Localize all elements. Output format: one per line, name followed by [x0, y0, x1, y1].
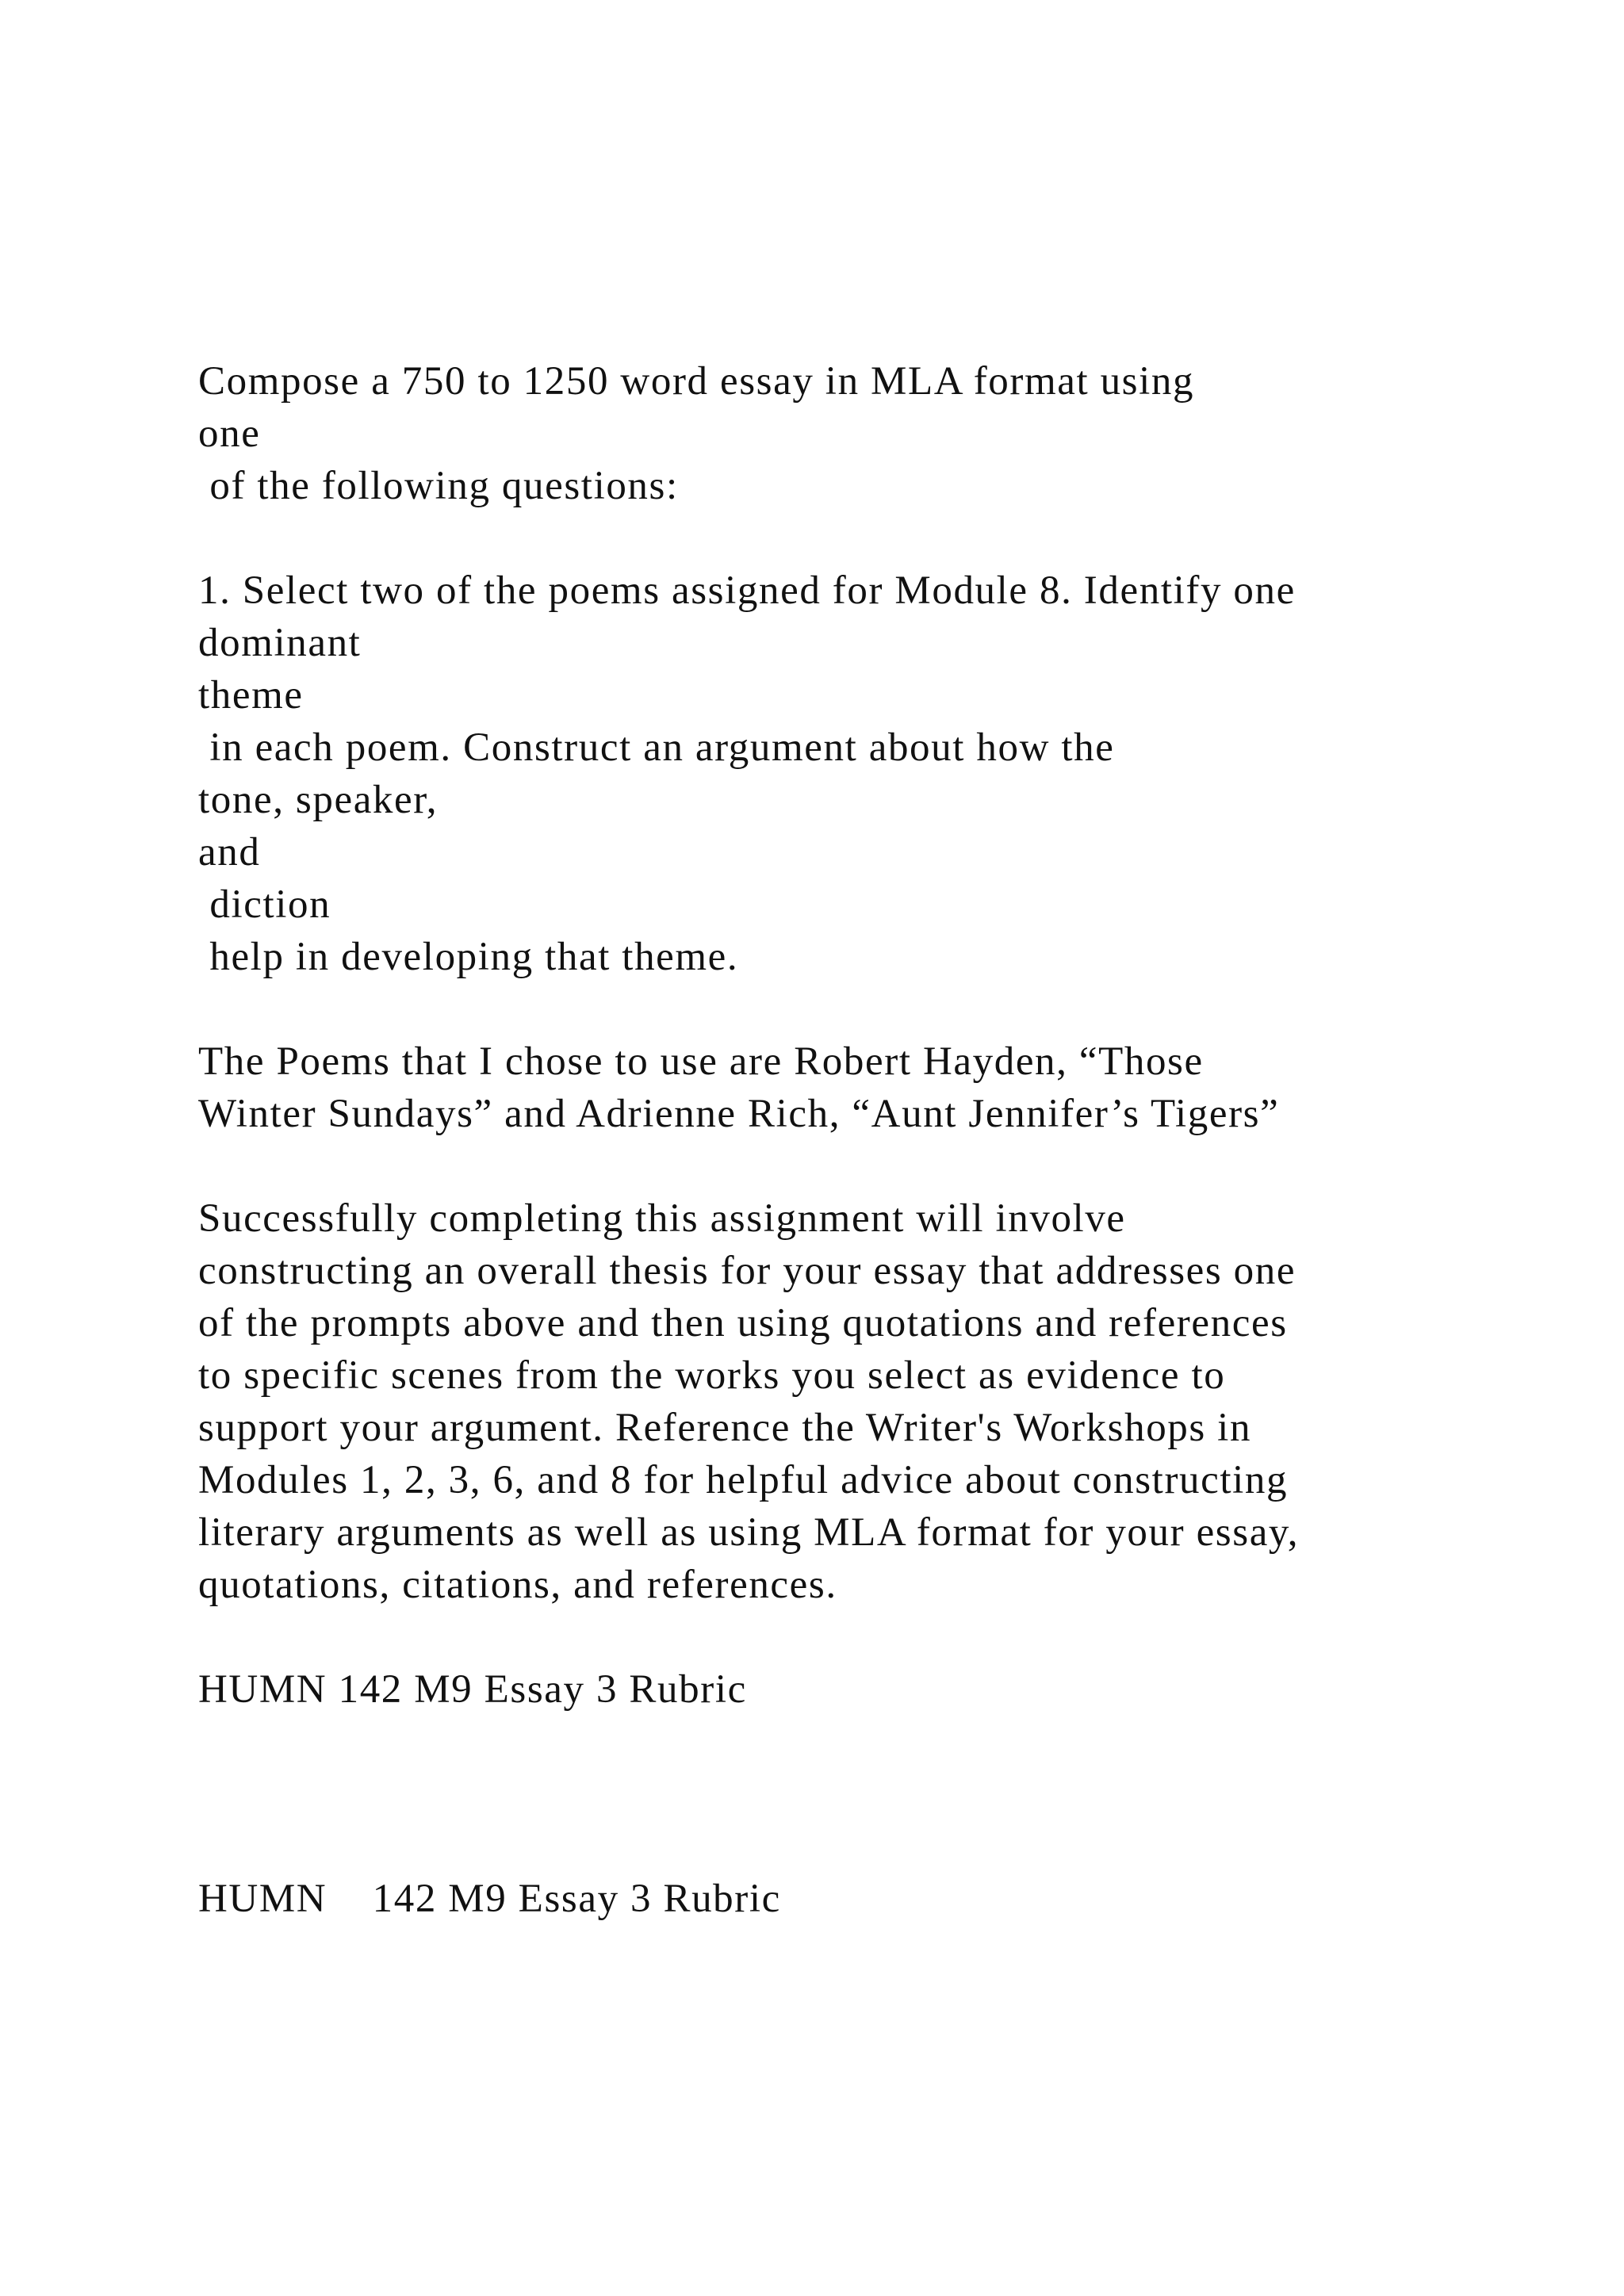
text-line: Successfully completing this assignment will involve	[198, 1196, 1126, 1241]
text-line: diction	[198, 882, 331, 927]
paragraph-spacer	[198, 512, 1507, 564]
paragraph-spacer	[198, 983, 1507, 1035]
text-line: literary arguments as well as using MLA format for your essay,	[198, 1510, 1300, 1555]
text-line: theme	[198, 673, 304, 718]
text-line: constructing an overall thesis for your essay that addresses one	[198, 1249, 1297, 1293]
text-line: The Poems that I chose to use are Robert Hayden, “Those	[198, 1039, 1204, 1084]
document-body	[198, 355, 1507, 1925]
text-line: quotations, citations, and references.	[198, 1563, 837, 1607]
text-line: Compose a 750 to 1250 word essay in MLA format using	[198, 359, 1195, 404]
instructions-paragraph	[198, 355, 1507, 512]
section-spacer	[198, 1716, 1507, 1873]
rubric-heading: HUMN 142 M9 Essay 3 Rubric	[198, 1667, 747, 1712]
text-line: of the following questions:	[198, 464, 679, 508]
poems-paragraph	[198, 1035, 1507, 1140]
text-line: tone, speaker,	[198, 778, 439, 822]
text-line: help in developing that theme.	[198, 935, 739, 979]
text-line: of the prompts above and then using quotations and references	[198, 1301, 1288, 1345]
text-line: one	[198, 411, 261, 456]
text-line: Modules 1, 2, 3, 6, and 8 for helpful advice about constructing	[198, 1458, 1289, 1502]
rubric-heading-repeat: HUMN 142 M9 Essay 3 Rubric	[198, 1877, 781, 1921]
text-line: dominant	[198, 621, 362, 665]
question-paragraph	[198, 564, 1507, 983]
paragraph-spacer	[198, 1140, 1507, 1192]
text-line: and	[198, 830, 261, 874]
paragraph-spacer	[198, 1611, 1507, 1663]
text-line: 1. Select two of the poems assigned for Module 8. Identify one	[198, 568, 1296, 613]
text-line: support your argument. Reference the Writer's Workshops in	[198, 1406, 1252, 1450]
requirements-paragraph	[198, 1192, 1507, 1611]
text-line: in each poem. Construct an argument about how the	[198, 725, 1115, 770]
text-line: to specific scenes from the works you select as evidence to	[198, 1353, 1226, 1398]
text-line: Winter Sundays” and Adrienne Rich, “Aunt Jennifer’s Tigers”	[198, 1092, 1280, 1136]
